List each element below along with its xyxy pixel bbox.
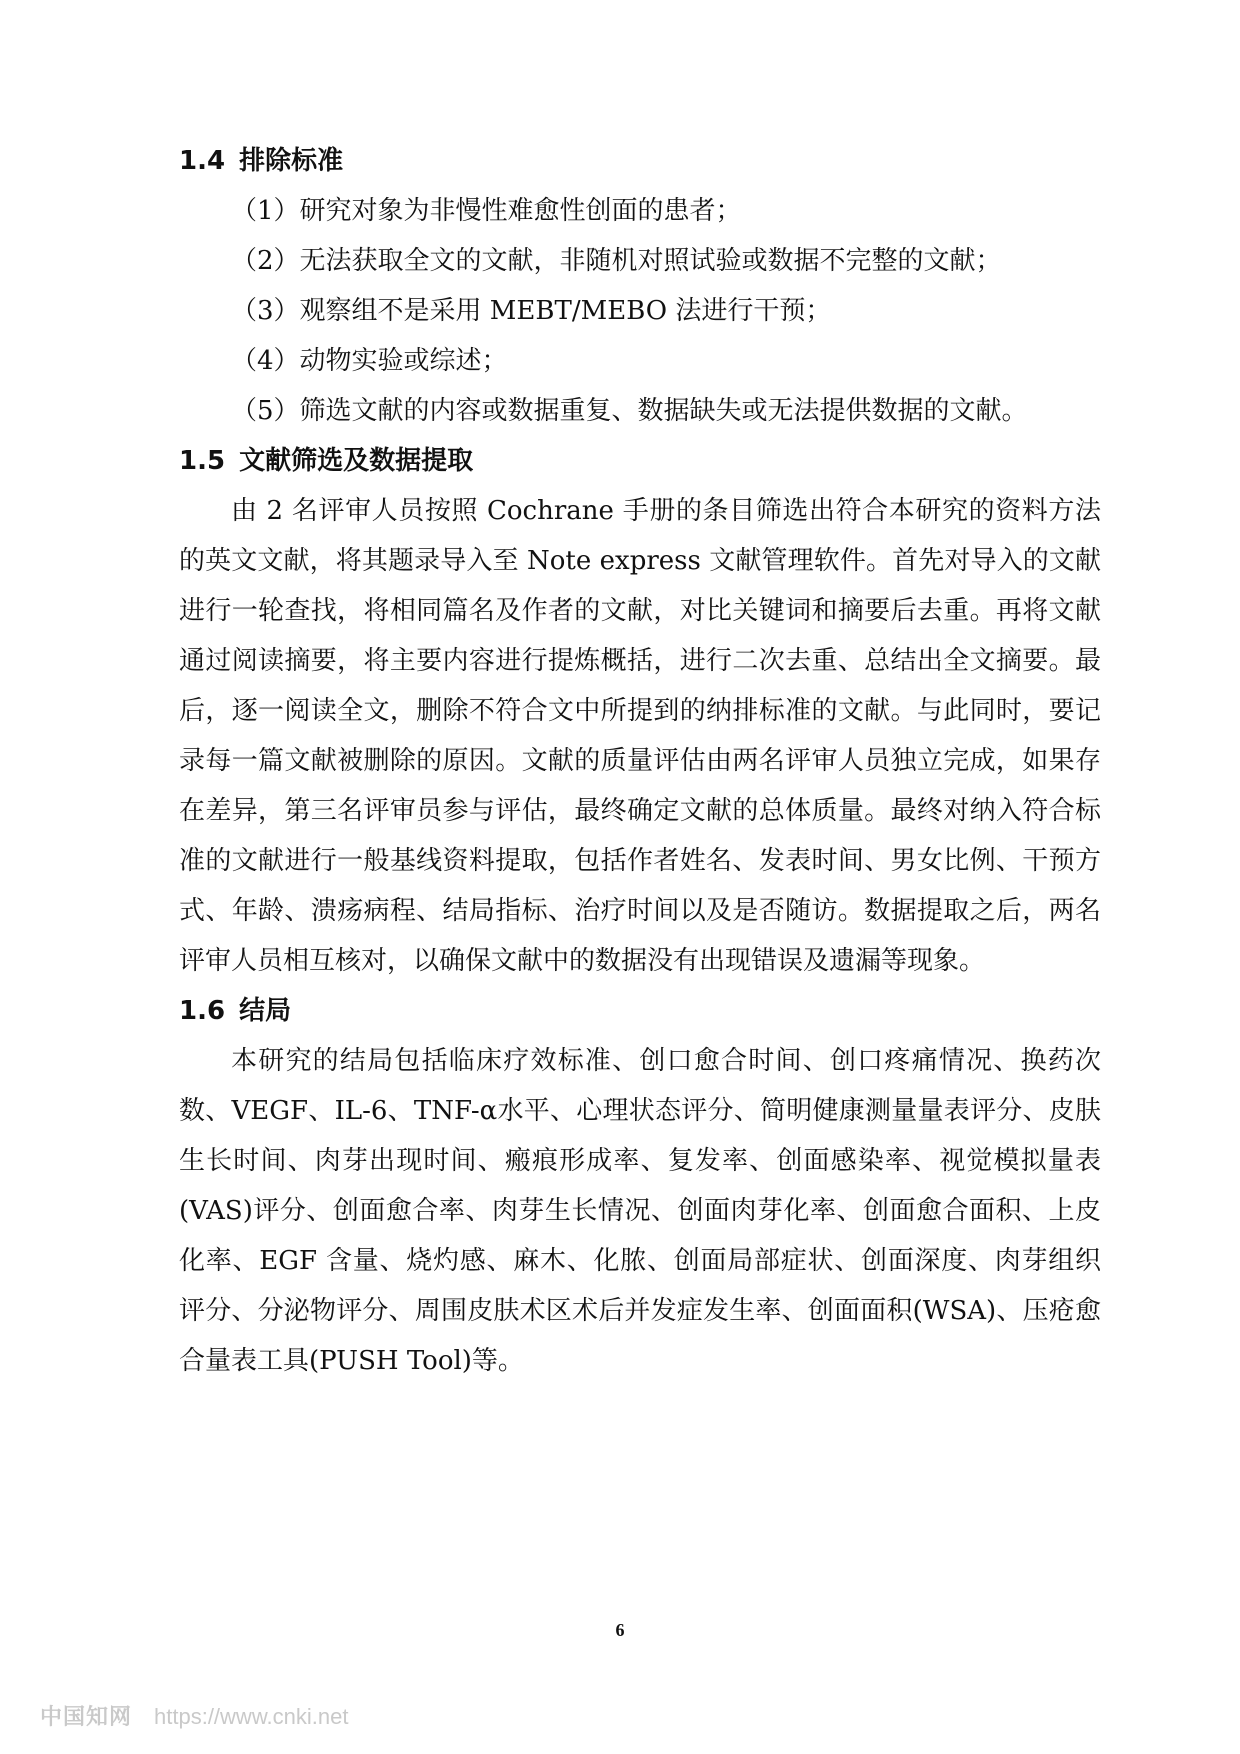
cnki-watermark [40, 1700, 348, 1731]
exclusion-item-1: （1）研究对象为非慢性难愈性创面的患者； [231, 196, 742, 226]
section-heading-1-5 [179, 436, 1101, 486]
watermark-logo-text: 中国知网 [40, 1704, 133, 1729]
section-heading-1-6 [179, 986, 1101, 1036]
section-title: 结局 [239, 996, 292, 1026]
page-number: 6 [615, 1620, 625, 1640]
section-number: 1.6 [179, 996, 226, 1026]
exclusion-item-3: （3）观察组不是采用 MEBT/MEBO 法进行干预； [231, 296, 832, 326]
section-title: 排除标准 [239, 146, 344, 176]
section-heading-1-4 [179, 136, 1101, 186]
exclusion-item-4: （4）动物实验或综述； [231, 346, 508, 376]
section-number: 1.4 [179, 146, 226, 176]
exclusion-item-5: （5）筛选文献的内容或数据重复、数据缺失或无法提供数据的文献。 [231, 396, 1028, 426]
exclusion-item-2: （2）无法获取全文的文献，非随机对照试验或数据不完整的文献； [231, 246, 1002, 276]
watermark-url: https://www.cnki.net [154, 1704, 349, 1729]
outcomes-paragraph: 本研究的结局包括临床疗效标准、创口愈合时间、创口疼痛情况、换药次数、VEGF、IL-6、TNF-α水平、心理状态评分、简明健康测量量表评分、皮肤生长时间、肉芽出现时间、瘢痕形成率、复发率、创面感染率、视觉模拟量表(VAS)评分、创面愈合率、肉芽生长情况、创面肉芽化率、创面愈合面积、上皮化率、EGF 含量、烧灼感、麻木、化脓、创面局部症状、创面深度、肉芽组织评分、分泌物评分、周围皮肤术区术后并发症发生率、创面面积(WSA)、压疮愈合量表工具(PUSH Tool)等。 [179, 1046, 1101, 1376]
screening-paragraph: 由 2 名评审人员按照 Cochrane 手册的条目筛选出符合本研究的资料方法的英文文献，将其题录导入至 Note express 文献管理软件。首先对导入的文献进行一轮查找，将相同篇名及作者的文献，对比关键词和摘要后去重。再将文献通过阅读摘要，将主要内容进行提炼概括，进行二次去重、总结出全文摘要。最后，逐一阅读全文，删除不符合文中所提到的纳排标准的文献。与此同时，要记录每一篇文献被删除的原因。文献的质量评估由两名评审人员独立完成，如果存在差异，第三名评审员参与评估，最终确定文献的总体质量。最终对纳入符合标准的文献进行一般基线资料提取，包括作者姓名、发表时间、男女比例、干预方式、年龄、溃疡病程、结局指标、治疗时间以及是否随访。数据提取之后，两名评审人员相互核对，以确保文献中的数据没有出现错误及遗漏等现象。 [179, 496, 1101, 976]
page-body [179, 136, 1101, 1386]
section-number: 1.5 [179, 446, 226, 476]
section-title: 文献筛选及数据提取 [239, 446, 474, 476]
